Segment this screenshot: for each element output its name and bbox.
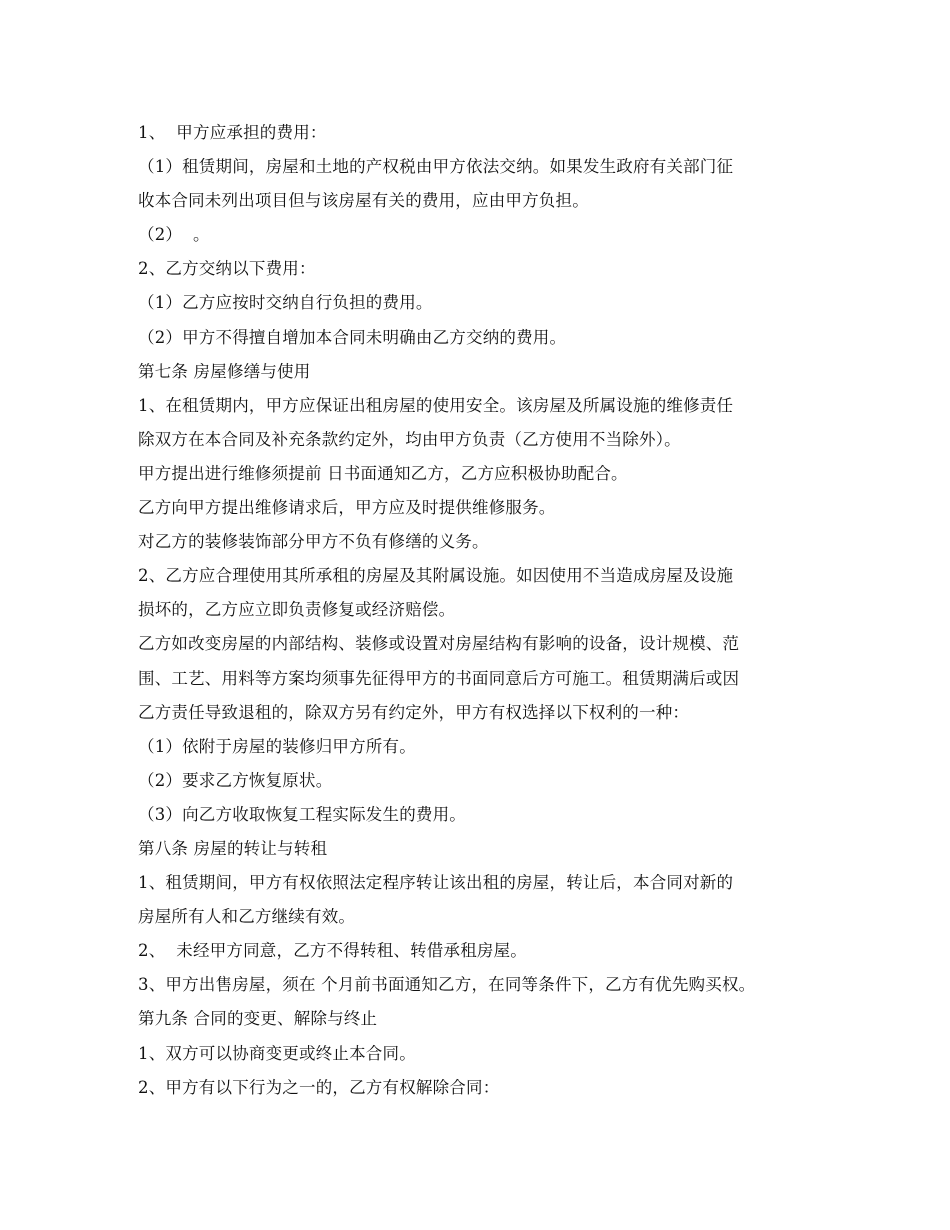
text-line: 1、 甲方应承担的费用：	[138, 123, 327, 142]
text-line: 3、甲方出售房屋，须在 个月前书面通知乙方，在同等条件下，乙方有优先购买权。	[138, 975, 756, 995]
text-line: （2）甲方不得擅自增加本合同未明确由乙方交纳的费用。	[138, 327, 567, 347]
text-line: 损坏的，乙方应立即负责修复或经济赔偿。	[138, 600, 456, 620]
text-line: 2、甲方有以下行为之一的，乙方有权解除合同：	[138, 1077, 500, 1097]
section-heading: 第九条 合同的变更、解除与终止	[138, 1009, 378, 1029]
document-body	[138, 116, 828, 1105]
text-line: （2） 。	[138, 225, 210, 245]
section-heading: 第八条 房屋的转让与转租	[138, 838, 328, 858]
section-heading: 第七条 房屋修缮与使用	[138, 361, 311, 381]
text-line: 2、乙方应合理使用其所承租的房屋及其附属设施。如因使用不当造成房屋及设施	[138, 566, 734, 586]
text-line: （1）租赁期间，房屋和土地的产权税由甲方依法交纳。如果发生政府有关部门征	[138, 157, 734, 177]
text-line: 2、乙方交纳以下费用：	[138, 259, 316, 279]
text-line: （3）向乙方收取恢复工程实际发生的费用。	[138, 804, 466, 824]
text-line: （1）乙方应按时交纳自行负担的费用。	[138, 293, 433, 313]
text-line: 收本合同未列出项目但与该房屋有关的费用，应由甲方负担。	[138, 191, 589, 211]
text-line: 除双方在本合同及补充条款约定外，均由甲方负责（乙方使用不当除外）。	[138, 429, 681, 449]
text-line: 乙方向甲方提出维修请求后，甲方应及时提供维修服务。	[138, 498, 556, 518]
text-line: 甲方提出进行维修须提前 日书面通知乙方，乙方应积极协助配合。	[138, 463, 628, 483]
text-line: 1、租赁期间，甲方有权依照法定程序转让该出租的房屋，转让后，本合同对新的	[138, 873, 734, 893]
text-line: 围、工艺、用料等方案均须事先征得甲方的书面同意后方可施工。租赁期满后或因	[138, 668, 740, 688]
text-line: 乙方责任导致退租的，除双方另有约定外，甲方有权选择以下权利的一种：	[138, 702, 690, 722]
text-line: （2）要求乙方恢复原状。	[138, 770, 333, 790]
text-line: 1、在租赁期内，甲方应保证出租房屋的使用安全。该房屋及所属设施的维修责任	[138, 395, 734, 415]
text-line: 2、 未经甲方同意，乙方不得转租、转借承租房屋。	[138, 941, 527, 961]
text-line: 1、双方可以协商变更或终止本合同。	[138, 1043, 416, 1063]
text-line: 对乙方的装修装饰部分甲方不负有修缮的义务。	[138, 532, 489, 552]
text-line: （1）依附于房屋的装修归甲方所有。	[138, 736, 416, 756]
text-line: 乙方如改变房屋的内部结构、装修或设置对房屋结构有影响的设备，设计规模、范	[138, 634, 740, 654]
text-line: 房屋所有人和乙方继续有效。	[138, 907, 356, 927]
